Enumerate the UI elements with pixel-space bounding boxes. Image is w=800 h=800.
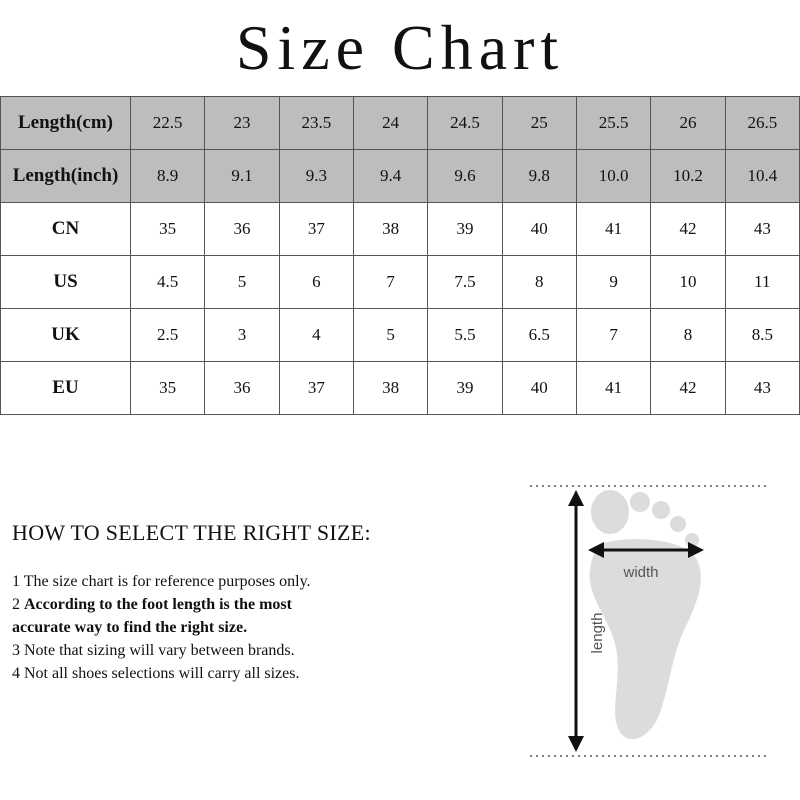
length-arrow-head-bottom bbox=[568, 736, 584, 752]
table-cell: 42 bbox=[651, 203, 725, 256]
table-cell: 42 bbox=[651, 362, 725, 415]
row-header: Length(cm) bbox=[1, 97, 131, 150]
table-cell: 37 bbox=[279, 362, 353, 415]
table-row bbox=[1, 150, 800, 203]
size-table bbox=[0, 96, 800, 415]
table-cell: 22.5 bbox=[131, 97, 205, 150]
row-header: US bbox=[1, 256, 131, 309]
note-2-bold-b: accurate way to find the right size. bbox=[12, 619, 248, 636]
table-cell: 2.5 bbox=[131, 309, 205, 362]
foot-measure-diagram bbox=[530, 478, 770, 768]
note-3: 3 Note that sizing will vary between brands. bbox=[12, 642, 295, 659]
table-cell: 9.4 bbox=[353, 150, 427, 203]
table-cell: 7 bbox=[353, 256, 427, 309]
table-cell: 10.0 bbox=[576, 150, 650, 203]
table-cell: 10 bbox=[651, 256, 725, 309]
table-cell: 4.5 bbox=[131, 256, 205, 309]
table-cell: 39 bbox=[428, 362, 502, 415]
table-cell: 5.5 bbox=[428, 309, 502, 362]
table-row bbox=[1, 97, 800, 150]
row-header: EU bbox=[1, 362, 131, 415]
table-cell: 8 bbox=[502, 256, 576, 309]
row-header: CN bbox=[1, 203, 131, 256]
table-cell: 7 bbox=[576, 309, 650, 362]
table-cell: 9.3 bbox=[279, 150, 353, 203]
table-cell: 36 bbox=[205, 362, 279, 415]
table-cell: 4 bbox=[279, 309, 353, 362]
table-cell: 38 bbox=[353, 362, 427, 415]
table-cell: 8.5 bbox=[725, 309, 799, 362]
table-cell: 5 bbox=[205, 256, 279, 309]
table-cell: 25.5 bbox=[576, 97, 650, 150]
note-2-cont bbox=[12, 616, 432, 639]
table-cell: 41 bbox=[576, 203, 650, 256]
note-2-bold-a: According to the foot length is the most bbox=[24, 596, 292, 613]
table-cell: 6.5 bbox=[502, 309, 576, 362]
note-1: 1 The size chart is for reference purposes only. bbox=[12, 573, 311, 590]
table-cell: 24.5 bbox=[428, 97, 502, 150]
table-cell: 8.9 bbox=[131, 150, 205, 203]
table-cell: 9.6 bbox=[428, 150, 502, 203]
foot-icon bbox=[590, 490, 701, 739]
row-header: Length(inch) bbox=[1, 150, 131, 203]
table-cell: 11 bbox=[725, 256, 799, 309]
table-cell: 35 bbox=[131, 362, 205, 415]
table-cell: 38 bbox=[353, 203, 427, 256]
table-cell: 37 bbox=[279, 203, 353, 256]
table-cell: 23 bbox=[205, 97, 279, 150]
table-cell: 40 bbox=[502, 203, 576, 256]
table-cell: 10.2 bbox=[651, 150, 725, 203]
table-cell: 43 bbox=[725, 203, 799, 256]
width-label: width bbox=[623, 564, 659, 581]
row-header: UK bbox=[1, 309, 131, 362]
table-row bbox=[1, 203, 800, 256]
note-4: 4 Not all shoes selections will carry all sizes. bbox=[12, 665, 300, 682]
table-cell: 26.5 bbox=[725, 97, 799, 150]
table-cell: 9.1 bbox=[205, 150, 279, 203]
table-cell: 10.4 bbox=[725, 150, 799, 203]
length-label: length bbox=[589, 612, 606, 654]
table-cell: 25 bbox=[502, 97, 576, 150]
table-cell: 40 bbox=[502, 362, 576, 415]
table-cell: 39 bbox=[428, 203, 502, 256]
table-row bbox=[1, 309, 800, 362]
table-cell: 8 bbox=[651, 309, 725, 362]
table-cell: 9.8 bbox=[502, 150, 576, 203]
table-cell: 26 bbox=[651, 97, 725, 150]
table-cell: 6 bbox=[279, 256, 353, 309]
length-arrow-head-top bbox=[568, 490, 584, 506]
note-2-number: 2 bbox=[12, 596, 24, 613]
table-row bbox=[1, 362, 800, 415]
table-cell: 24 bbox=[353, 97, 427, 150]
note-2 bbox=[12, 593, 432, 616]
table-cell: 43 bbox=[725, 362, 799, 415]
page-title: Size Chart bbox=[235, 12, 565, 83]
table-cell: 23.5 bbox=[279, 97, 353, 150]
howto-notes bbox=[12, 570, 432, 685]
table-cell: 41 bbox=[576, 362, 650, 415]
howto-title: HOW TO SELECT THE RIGHT SIZE: bbox=[12, 520, 371, 545]
table-cell: 7.5 bbox=[428, 256, 502, 309]
table-cell: 3 bbox=[205, 309, 279, 362]
table-cell: 36 bbox=[205, 203, 279, 256]
table-cell: 35 bbox=[131, 203, 205, 256]
table-cell: 9 bbox=[576, 256, 650, 309]
table-cell: 5 bbox=[353, 309, 427, 362]
table-row bbox=[1, 256, 800, 309]
